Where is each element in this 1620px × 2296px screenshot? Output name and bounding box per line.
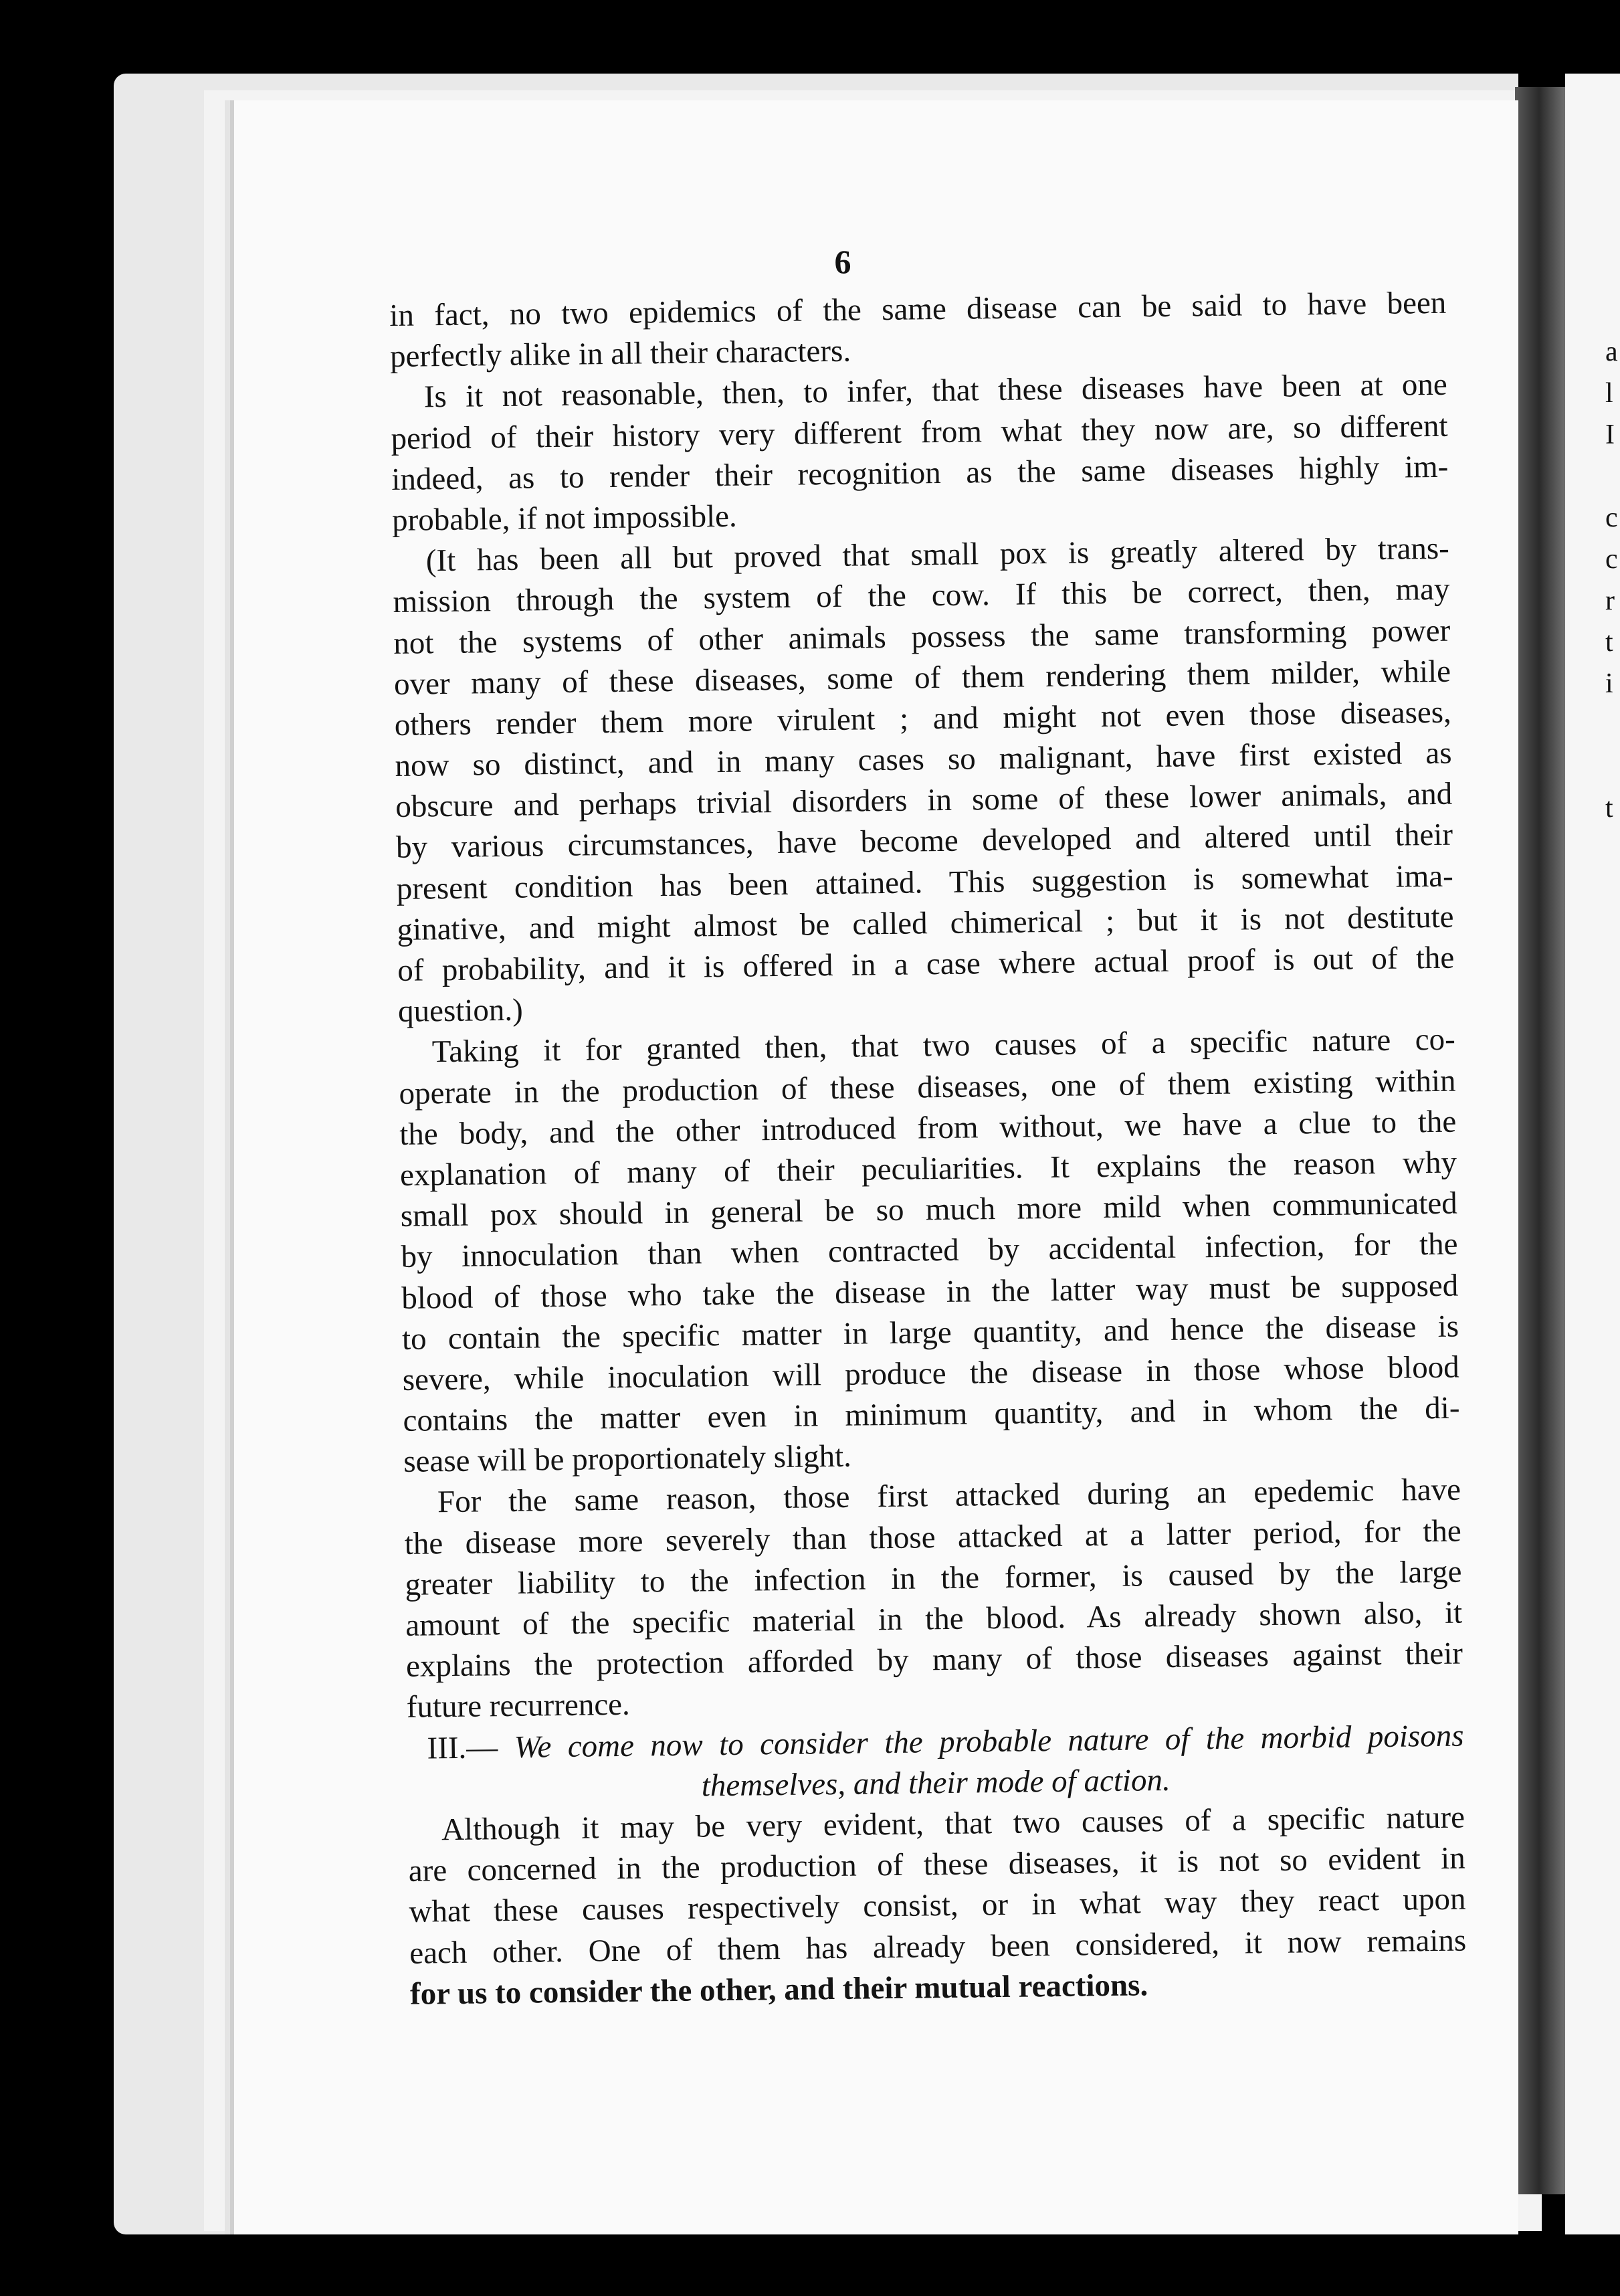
paragraph bbox=[392, 529, 1455, 1032]
section-heading-continuation: themselves, and their mode of action. bbox=[701, 1762, 1171, 1804]
text-line: the disease more severely than those attacked at a latter period, for the bbox=[404, 1513, 1461, 1561]
section-numeral: III.— bbox=[427, 1729, 498, 1766]
paragraph bbox=[408, 1797, 1467, 2014]
text-line: to contain the specific matter in large quantity, and hence the disease is bbox=[401, 1309, 1459, 1357]
text-line: of probability, and it is offered in a case where actual proof is out of the bbox=[397, 940, 1455, 988]
text-line: contains the matter even in minimum quantity, and in whom the di- bbox=[403, 1390, 1460, 1438]
text-line: mission through the system of the cow. If this be correct, then, may bbox=[393, 571, 1450, 620]
book-page bbox=[234, 100, 1518, 2234]
text-line: sease will be proportionately slight. bbox=[403, 1438, 852, 1480]
text-line: Taking it for granted then, that two causes of a specific nature co- bbox=[431, 1022, 1456, 1070]
text-line: by innoculation than when contracted by accidental infection, for the bbox=[401, 1226, 1458, 1275]
text-line: explanation of many of their peculiarities. It explains the reason why bbox=[399, 1145, 1457, 1193]
text-line: severe, while inoculation will produce the disease in those whose blood bbox=[402, 1349, 1460, 1398]
text-line: future recurrence. bbox=[406, 1687, 631, 1725]
text-line: in fact, no two epidemics of the same disease can be said to have been bbox=[389, 285, 1447, 333]
text-line: the body, and the other introduced from without, we have a clue to the bbox=[399, 1104, 1457, 1152]
text-line: not the systems of other animals possess the same transforming power bbox=[393, 613, 1451, 661]
section-heading-text: We come now to consider the probable nature of the morbid poisons bbox=[514, 1718, 1464, 1765]
text-line: indeed, as to render their recognition as the same diseases highly im- bbox=[391, 449, 1449, 497]
text-line: are concerned in the production of these diseases, it is not so evident in bbox=[408, 1840, 1465, 1889]
text-line: obscure and perhaps trivial disorders in some of these lower animals, and bbox=[395, 776, 1453, 825]
text-line: explains the protection afforded by many of those diseases against their bbox=[405, 1636, 1463, 1685]
text-line: over many of these diseases, some of them rendering them milder, while bbox=[393, 654, 1451, 702]
text-line: ginative, and might almost be called chimerical ; but it is not destitute bbox=[397, 899, 1454, 947]
paragraph bbox=[398, 1020, 1460, 1482]
text-line: operate in the production of these diseases, one of them existing within bbox=[399, 1063, 1456, 1111]
paragraph bbox=[389, 283, 1447, 378]
text-line: Although it may be very evident, that two causes of a specific nature bbox=[441, 1800, 1465, 1848]
page-body-text bbox=[389, 283, 1467, 2015]
text-line: perfectly alike in all their characters. bbox=[389, 333, 851, 375]
text-line: each other. One of them has already been considered, it now remains bbox=[409, 1923, 1467, 1971]
section-heading bbox=[407, 1715, 1464, 1810]
text-line: amount of the specific material in the blood. As already shown also, it bbox=[405, 1595, 1463, 1643]
text-line: question.) bbox=[397, 992, 524, 1030]
text-line: (It has been all but proved that small pox is greatly altered by trans- bbox=[425, 531, 1450, 579]
text-line: probable, if not impossible. bbox=[391, 498, 738, 538]
page-number: 6 bbox=[834, 243, 851, 280]
text-line: period of their history very different from what they now are, so different bbox=[391, 408, 1448, 456]
text-line: now so distinct, and in many cases so malignant, have first existed as bbox=[395, 735, 1452, 784]
text-line: for us to consider the other, and their mutual reactions. bbox=[409, 1968, 1148, 2012]
paragraph bbox=[404, 1470, 1463, 1728]
text-line: For the same reason, those first attacked during an epedemic have bbox=[437, 1472, 1461, 1520]
text-line: by various circumstances, have become developed and altered until their bbox=[395, 818, 1453, 866]
text-line: present condition has been attained. This suggestion is somewhat ima- bbox=[396, 858, 1454, 906]
facing-page-cropped-text: a l I c c r t i t bbox=[1605, 337, 1618, 824]
text-line: small pox should in general be so much more mild when communicated bbox=[400, 1185, 1458, 1234]
text-line: Is it not reasonable, then, to infer, that these diseases have been at one bbox=[423, 367, 1448, 415]
text-line: what these causes respectively consist, or in what way they react upon bbox=[409, 1881, 1466, 1930]
text-line: blood of those who take the disease in the latter way must be supposed bbox=[401, 1268, 1459, 1316]
text-line: others render them more virulent ; and might not even those diseases, bbox=[394, 694, 1452, 743]
text-line: greater liability to the infection in the former, is caused by the large bbox=[405, 1554, 1462, 1602]
paragraph bbox=[390, 365, 1449, 541]
